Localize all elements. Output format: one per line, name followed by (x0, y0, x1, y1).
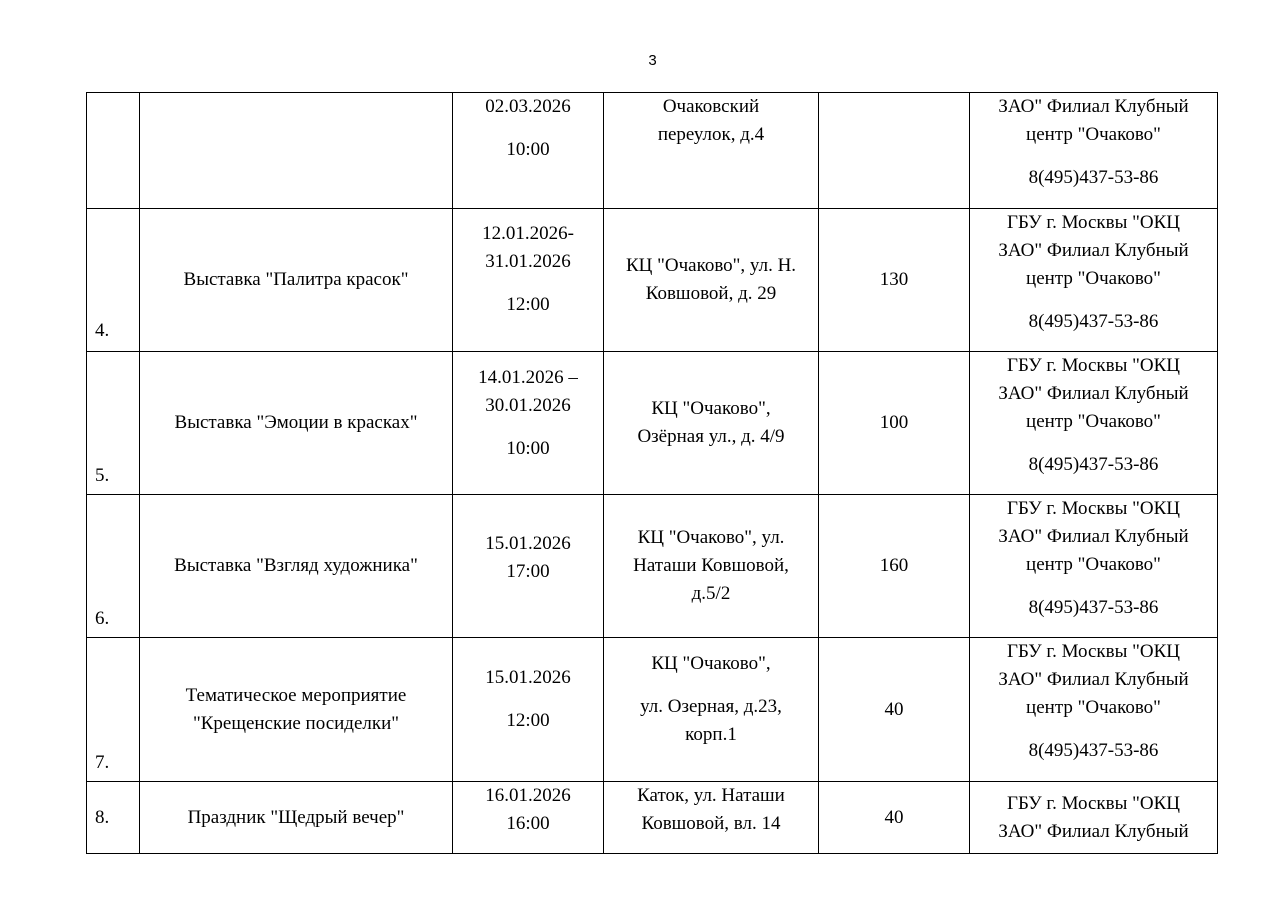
organizer-phone: 8(495)437-53-86 (1028, 597, 1159, 618)
organizer-line: центр "Очаково" (1026, 697, 1161, 718)
event-date-line: 12.01.2026- (482, 223, 574, 244)
organizer-line: центр "Очаково" (1026, 268, 1161, 289)
row-number-cell: 5. (87, 352, 140, 495)
place-line: КЦ "Очаково", (651, 398, 771, 419)
event-title-line: Выставка "Эмоции в красках" (174, 412, 418, 433)
place-line: Ковшовой, вл. 14 (641, 813, 781, 834)
event-date-cell (453, 352, 604, 495)
organizer-line: центр "Очаково" (1026, 554, 1161, 575)
event-date-cell (453, 782, 604, 854)
table-row (87, 782, 1218, 854)
row-number-cell (87, 93, 140, 209)
place-line: Ковшовой, д. 29 (645, 283, 777, 304)
event-time-line: 10:00 (506, 139, 550, 160)
event-date-line: 02.03.2026 (485, 96, 571, 117)
attendance-cell: 40 (819, 638, 970, 782)
organizer-line: ЗАО" Филиал Клубный (998, 96, 1189, 117)
organizer-cell (970, 782, 1218, 854)
event-title-line: "Крещенские посиделки" (192, 712, 400, 734)
organizer-line: ЗАО" Филиал Клубный (998, 383, 1189, 404)
table-row (87, 495, 1218, 638)
attendance-cell: 130 (819, 209, 970, 352)
event-title-cell (140, 495, 453, 638)
row-number-cell: 7. (87, 638, 140, 782)
event-title-line: Праздник "Щедрый вечер" (187, 806, 405, 828)
events-table (86, 92, 1218, 854)
organizer-line: центр "Очаково" (1026, 411, 1161, 432)
event-place-cell (604, 495, 819, 638)
organizer-phone: 8(495)437-53-86 (1028, 740, 1159, 761)
event-time-line: 17:00 (506, 561, 550, 582)
organizer-line: ГБУ г. Москвы "ОКЦ (1007, 793, 1180, 814)
event-place-cell (604, 209, 819, 352)
event-date-line: 30.01.2026 (485, 395, 571, 416)
event-place-cell (604, 638, 819, 782)
attendance-cell: 40 (819, 782, 970, 854)
event-place-cell (604, 782, 819, 854)
table-row (87, 352, 1218, 495)
place-line: Наташи Ковшовой, (633, 555, 789, 576)
attendance-cell: 100 (819, 352, 970, 495)
place-line: КЦ "Очаково", (651, 653, 771, 674)
organizer-line: ЗАО" Филиал Клубный (998, 821, 1189, 842)
event-title-cell (140, 782, 453, 854)
place-line: Озёрная ул., д. 4/9 (637, 426, 785, 447)
event-time-line: 16:00 (506, 813, 550, 834)
event-date-line: 15.01.2026 (485, 533, 571, 554)
row-number-cell: 8. (87, 782, 140, 854)
event-time-line: 10:00 (506, 438, 550, 459)
event-title-line: Выставка "Палитра красок" (183, 269, 409, 290)
organizer-cell (970, 495, 1218, 638)
place-line: корп.1 (685, 724, 737, 745)
organizer-cell (970, 209, 1218, 352)
event-date-cell (453, 495, 604, 638)
place-line: ул. Озерная, д.23, (640, 696, 782, 717)
event-time-line: 12:00 (506, 294, 550, 315)
event-date-cell (453, 93, 604, 209)
place-line: Очаковский (662, 96, 760, 117)
organizer-line: ЗАО" Филиал Клубный (998, 240, 1189, 261)
event-title-line: Тематическое мероприятие (185, 684, 407, 706)
organizer-line: ЗАО" Филиал Клубный (998, 669, 1189, 690)
organizer-line: центр "Очаково" (1026, 124, 1161, 145)
event-date-line: 16.01.2026 (485, 785, 571, 806)
organizer-cell (970, 352, 1218, 495)
table-row (87, 638, 1218, 782)
place-line: переулок, д.4 (657, 124, 765, 145)
event-date-cell (453, 209, 604, 352)
organizer-cell (970, 93, 1218, 209)
event-title-line: Выставка "Взгляд художника" (174, 555, 418, 576)
event-title-cell (140, 93, 453, 209)
event-date-line: 31.01.2026 (485, 251, 571, 272)
event-date-line: 14.01.2026 – (478, 367, 578, 388)
row-number-cell: 4. (87, 209, 140, 352)
event-time-line: 12:00 (506, 710, 550, 731)
event-title-cell (140, 209, 453, 352)
organizer-line: ГБУ г. Москвы "ОКЦ (1007, 355, 1180, 376)
place-line: КЦ "Очаково", ул. Н. (625, 255, 797, 276)
event-place-cell (604, 93, 819, 209)
organizer-line: ГБУ г. Москвы "ОКЦ (1007, 641, 1180, 662)
organizer-line: ГБУ г. Москвы "ОКЦ (1007, 498, 1180, 519)
event-date-cell (453, 638, 604, 782)
row-number-cell: 6. (87, 495, 140, 638)
organizer-phone: 8(495)437-53-86 (1028, 167, 1159, 188)
event-title-cell (140, 638, 453, 782)
place-line: Каток, ул. Наташи (637, 785, 785, 806)
organizer-cell (970, 638, 1218, 782)
organizer-phone: 8(495)437-53-86 (1028, 311, 1159, 332)
event-place-cell (604, 352, 819, 495)
organizer-line: ЗАО" Филиал Клубный (998, 526, 1189, 547)
attendance-cell: 160 (819, 495, 970, 638)
place-line: д.5/2 (691, 583, 731, 604)
organizer-line: ГБУ г. Москвы "ОКЦ (1007, 212, 1180, 233)
event-date-line: 15.01.2026 (485, 667, 571, 688)
table-row (87, 93, 1218, 209)
page-number: 3 (648, 52, 657, 69)
organizer-phone: 8(495)437-53-86 (1028, 454, 1159, 475)
attendance-cell (819, 93, 970, 209)
place-line: КЦ "Очаково", ул. (637, 527, 785, 548)
event-title-cell (140, 352, 453, 495)
table-row (87, 209, 1218, 352)
